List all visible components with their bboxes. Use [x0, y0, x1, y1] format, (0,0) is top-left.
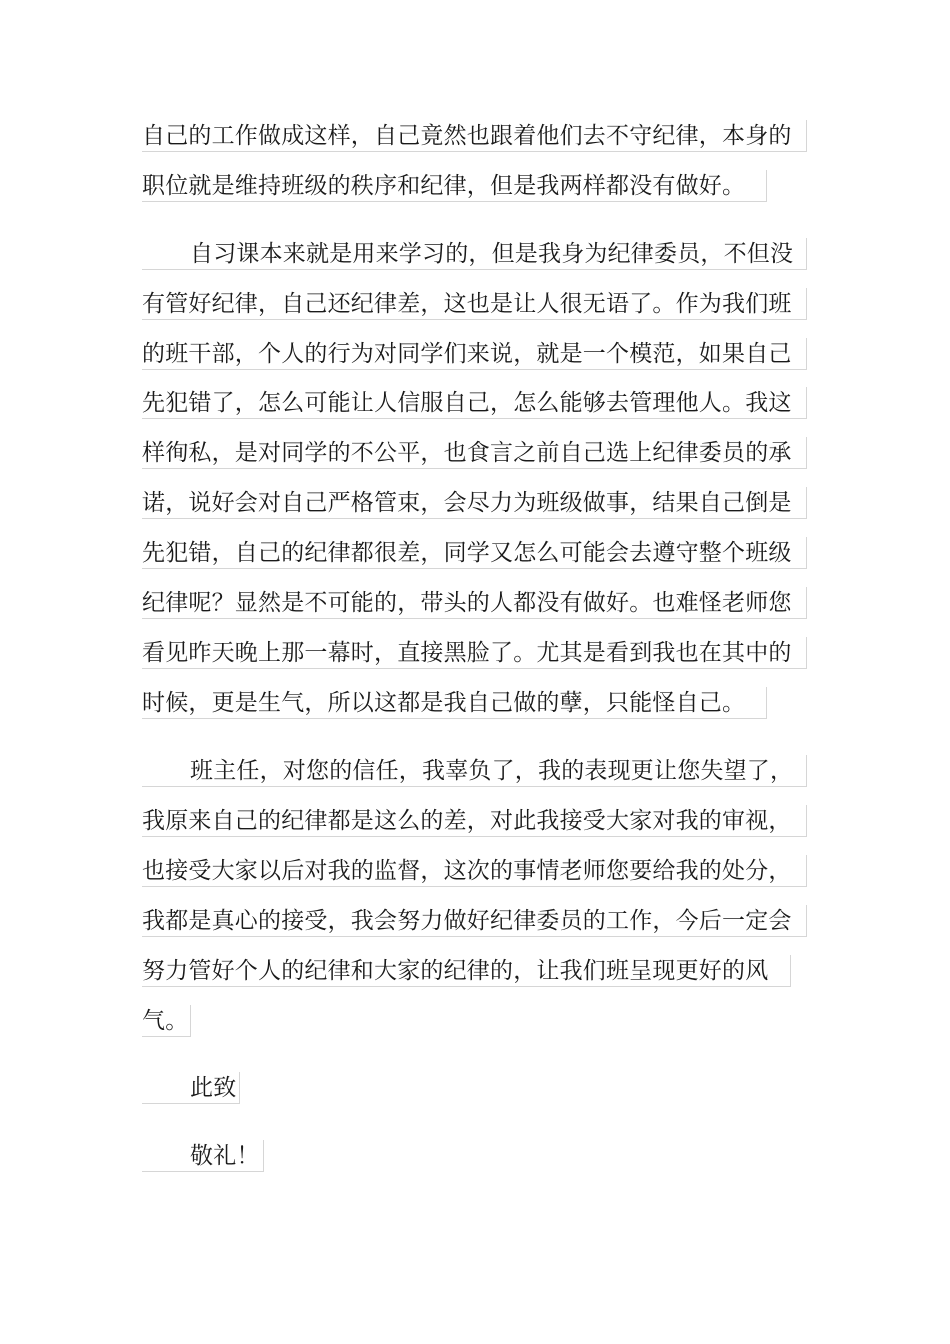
paragraph-2-line-9: 看见昨天晚上那一幕时，直接黑脸了。尤其是看到我也在其中的: [142, 637, 807, 669]
paragraph-2-line-6: 诺，说好会对自己严格管束，会尽力为班级做事，结果自己倒是: [142, 487, 807, 519]
paragraph-2-line-5: 样徇私，是对同学的不公平，也食言之前自己选上纪律委员的承: [142, 437, 807, 469]
paragraph-3-line-5: 努力管好个人的纪律和大家的纪律的，让我们班呈现更好的风: [142, 955, 791, 987]
paragraph-1-line-2: 职位就是维持班级的秩序和纪律，但是我两样都没有做好。: [142, 170, 767, 202]
paragraph-2-line-10: 时候，更是生气，所以这都是我自己做的孽，只能怪自己。: [142, 687, 767, 719]
paragraph-3-line-1: 班主任，对您的信任，我辜负了，我的表现更让您失望了，: [142, 755, 807, 787]
paragraph-2-line-1: 自习课本来就是用来学习的，但是我身为纪律委员，不但没: [142, 238, 807, 270]
closing-salutation: 此致: [142, 1072, 240, 1104]
paragraph-2-line-2: 有管好纪律，自己还纪律差，这也是让人很无语了。作为我们班: [142, 288, 807, 320]
paragraph-2-line-7: 先犯错，自己的纪律都很差，同学又怎么可能会去遵守整个班级: [142, 537, 807, 569]
paragraph-2-line-3: 的班干部，个人的行为对同学们来说，就是一个模范，如果自己: [142, 338, 807, 370]
paragraph-1-line-1: 自己的工作做成这样，自己竟然也跟着他们去不守纪律，本身的: [142, 120, 807, 152]
paragraph-3-line-4: 我都是真心的接受，我会努力做好纪律委员的工作，今后一定会: [142, 905, 807, 937]
closing-regards: 敬礼！: [142, 1140, 264, 1172]
paragraph-3-line-2: 我原来自己的纪律都是这么的差，对此我接受大家对我的审视，: [142, 805, 807, 837]
paragraph-3-line-3: 也接受大家以后对我的监督，这次的事情老师您要给我的处分，: [142, 855, 807, 887]
paragraph-2-line-4: 先犯错了，怎么可能让人信服自己，怎么能够去管理他人。我这: [142, 387, 807, 419]
paragraph-2-line-8: 纪律呢？显然是不可能的，带头的人都没有做好。也难怪老师您: [142, 587, 807, 619]
paragraph-3-line-6: 气。: [142, 1005, 191, 1037]
